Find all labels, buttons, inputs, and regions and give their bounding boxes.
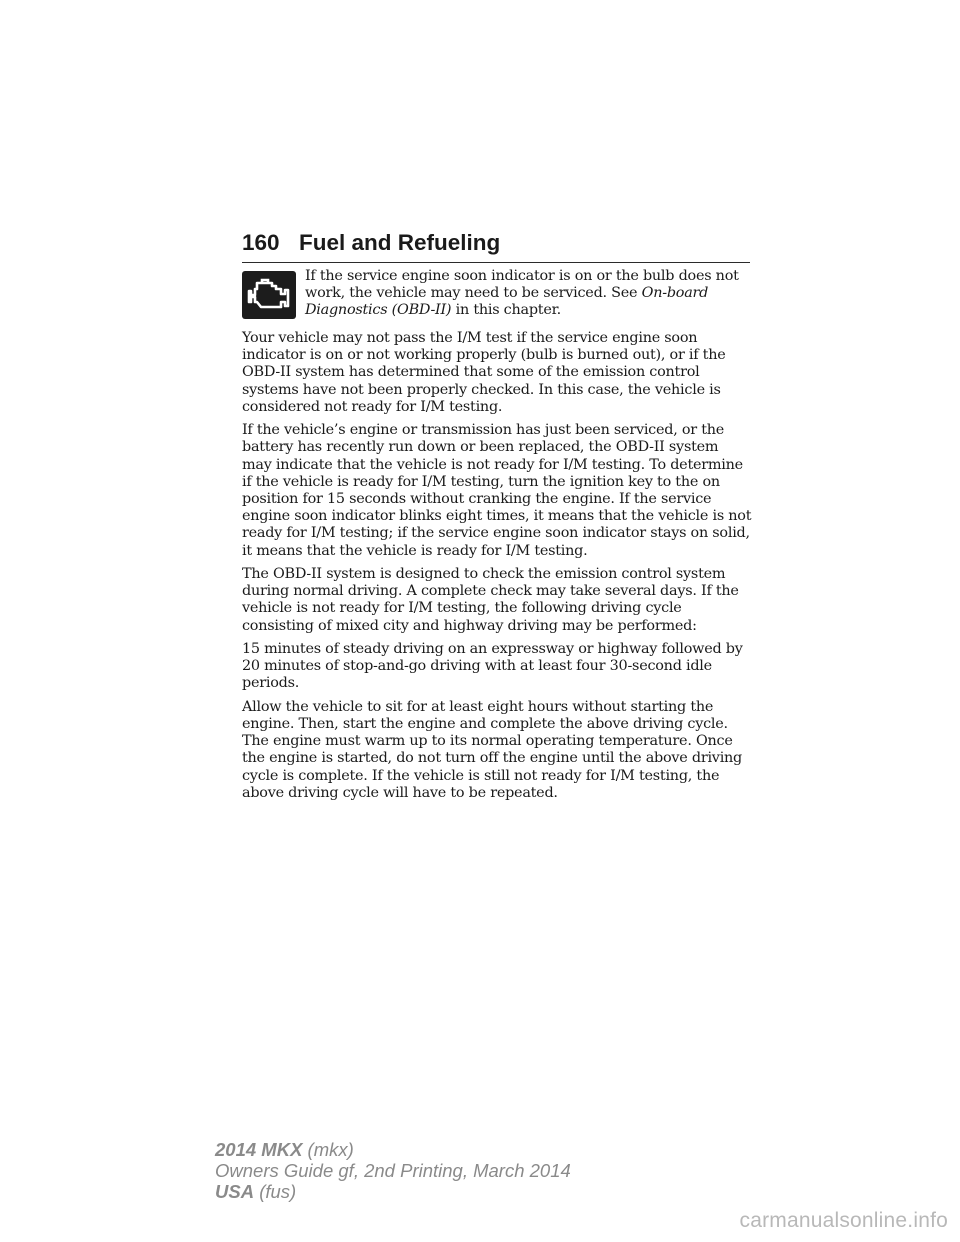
paragraph-driving-cycle-intro: The OBD-II system is designed to check the emission control system during normal driving. A complete check may take several days. If the vehicle is not ready for I/M testing, the following driving cycle consisting of mixed city and highway driving may be performed:: [242, 566, 739, 634]
footer-model: 2014 MKX: [215, 1139, 303, 1160]
page-number: 160: [242, 230, 280, 255]
page-header: [242, 228, 750, 263]
footer-market-line: [215, 1181, 571, 1202]
footer-model-line: [215, 1139, 571, 1160]
indicator-text-before: If the service engine soon indicator is on or the bulb does not work, the vehicle may need to be serviced. See: [305, 268, 739, 302]
check-engine-icon: [242, 271, 296, 319]
paragraph-readiness-check: If the vehicle’s engine or transmission has just been serviced, or the battery has recently run down or been replaced, the OBD-II system may indicate that the vehicle is not ready for I/M testing. To determine if the vehicle is ready for I/M testing, turn the ignition key to the on position for 15 seconds without cranking the engine. If the service engine soon indicator blinks eight times, it means that the vehicle is not ready for I/M testing; if the service engine soon indicator stays on solid, it means that the vehicle is ready for I/M testing.: [242, 422, 752, 559]
indicator-text-after: in this chapter.: [451, 302, 561, 319]
footer-model-code: (mkx): [307, 1139, 354, 1160]
footer-market: USA: [215, 1181, 255, 1202]
chapter-title: Fuel and Refueling: [299, 230, 501, 255]
obd-reference-link[interactable]: On-board Diagnostics (OBD-II): [305, 285, 709, 319]
indicator-text: [305, 268, 752, 320]
indicator-note: [242, 268, 752, 324]
paragraph-im-test: Your vehicle may not pass the I/M test if the service engine soon indicator is on or not working properly (bulb is burned out), or if the OBD-II system has determined that some of the emission control systems have not been properly checked. In this case, the vehicle is considered not ready for I/M testing.: [242, 330, 726, 415]
check-engine-icon-graphic: [242, 271, 296, 319]
footer-guide-line: Owners Guide gf, 2nd Printing, March 2014: [215, 1160, 571, 1181]
watermark: carmanualsonline.info: [739, 1209, 948, 1232]
body-text: [242, 268, 752, 808]
footer-market-code: (fus): [259, 1181, 297, 1202]
document-footer: [215, 1139, 571, 1202]
paragraph-driving-cycle-instructions: Allow the vehicle to sit for at least eight hours without starting the engine. Then, start the engine and complete the above driving cycle. The engine must warm up to its normal operating temperature. Once the engine is started, do not turn off the engine until the above driving cycle is complete. If the vehicle is still not ready for I/M testing, the above driving cycle will have to be repeated.: [242, 698, 743, 801]
paragraph-driving-cycle-steps: 15 minutes of steady driving on an expressway or highway followed by 20 minutes of stop-and-go driving with at least four 30-second idle periods.: [242, 641, 743, 692]
